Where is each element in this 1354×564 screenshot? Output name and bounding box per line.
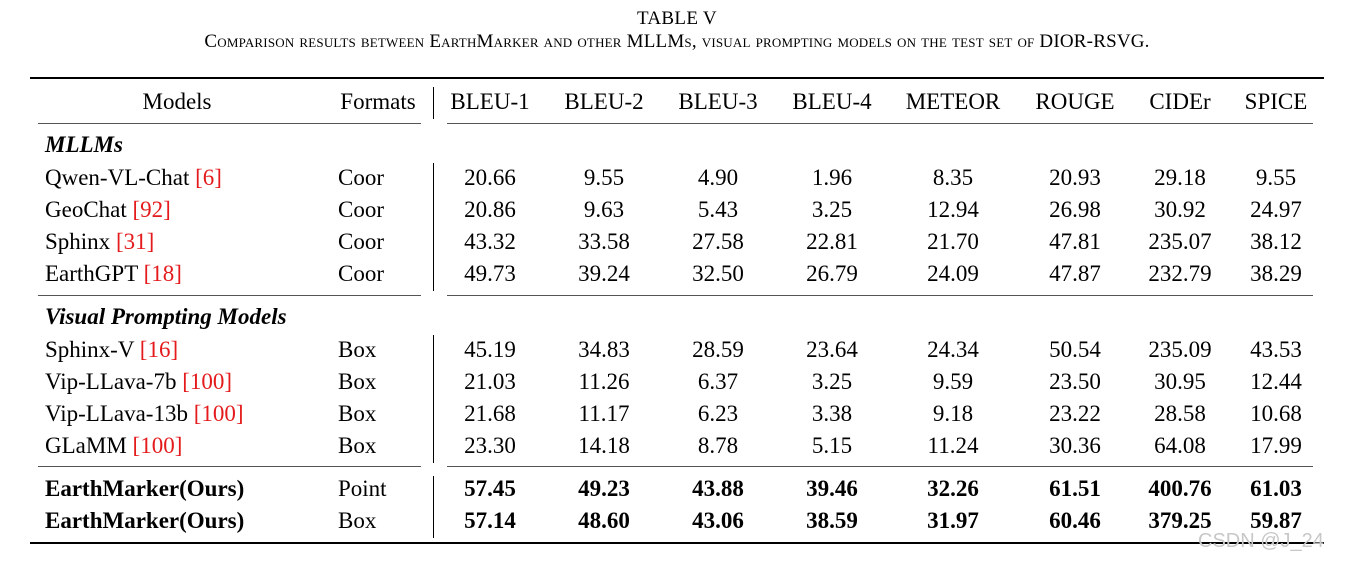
model-name: [45, 228, 154, 256]
metric-value-best: 48.60: [578, 508, 630, 533]
metric-value: 23.22: [1049, 401, 1101, 426]
metric-value-best: 59.87: [1250, 508, 1302, 533]
metric-value: 23.50: [1049, 369, 1101, 394]
format-cell: Coor: [338, 261, 384, 286]
metric-value: 11.17: [578, 401, 630, 426]
metric-value: 64.08: [1154, 433, 1206, 458]
metric-value-best: 61.03: [1250, 476, 1302, 501]
header-divider: [433, 87, 434, 119]
metric-value: 30.92: [1154, 197, 1206, 222]
metric-value: 24.09: [927, 261, 979, 286]
ours-rule-left: [38, 466, 421, 467]
section1-divider: [433, 163, 434, 291]
format-cell: Box: [338, 508, 377, 533]
metric-value: 11.24: [927, 433, 979, 458]
metric-value-best: 43.06: [692, 508, 744, 533]
citation-link[interactable]: [100]: [193, 401, 244, 426]
metric-value: 23.30: [464, 433, 516, 458]
metric-value: 12.44: [1250, 369, 1302, 394]
metric-value-best: 31.97: [927, 508, 979, 533]
model-label: Sphinx-V: [45, 337, 135, 362]
metric-value: 11.26: [578, 369, 630, 394]
metric-value: 21.68: [464, 401, 516, 426]
metric-value: 38.29: [1250, 261, 1302, 286]
format-cell: Box: [338, 433, 377, 458]
metric-value: 28.59: [692, 337, 744, 362]
metric-value: 47.87: [1049, 261, 1101, 286]
header-metric: SPICE: [1244, 89, 1308, 114]
header-metric: BLEU-1: [450, 89, 530, 114]
metric-value-best: 57.14: [464, 508, 516, 533]
metric-value: 1.96: [811, 165, 853, 190]
ours-divider: [433, 476, 434, 538]
metric-value-best: 60.46: [1049, 508, 1101, 533]
metric-value-best: 61.51: [1049, 476, 1101, 501]
model-name: [45, 164, 222, 192]
metric-value: 24.97: [1250, 197, 1302, 222]
header-metric: METEOR: [905, 89, 1001, 114]
metric-value-best: 400.76: [1148, 476, 1212, 501]
ours-model-name: EarthMarker(Ours): [45, 508, 245, 533]
bottom-rule: [30, 542, 1324, 544]
ours-model-name: EarthMarker(Ours): [45, 476, 245, 501]
watermark: CSDN @J_24: [1198, 530, 1324, 552]
format-cell: Coor: [338, 197, 384, 222]
format-cell: Box: [338, 401, 377, 426]
metric-value: 9.18: [932, 401, 974, 426]
format-cell: Coor: [338, 165, 384, 190]
citation-link[interactable]: [16]: [139, 337, 179, 362]
model-label: Sphinx: [45, 229, 111, 254]
section2-divider: [433, 335, 434, 463]
metric-value: 3.25: [811, 369, 853, 394]
metric-value: 43.32: [464, 229, 516, 254]
metric-value: 20.93: [1049, 165, 1101, 190]
model-name: [45, 336, 178, 364]
model-name: [45, 368, 232, 396]
metric-value-best: 38.59: [806, 508, 858, 533]
metric-value: 47.81: [1049, 229, 1101, 254]
metric-value: 26.79: [806, 261, 858, 286]
metric-value: 33.58: [578, 229, 630, 254]
metric-value: 30.95: [1154, 369, 1206, 394]
model-label: Qwen-VL-Chat: [45, 165, 190, 190]
metric-value-best: 57.45: [464, 476, 516, 501]
section-title: Visual Prompting Models: [45, 304, 287, 329]
metric-value: 17.99: [1250, 433, 1302, 458]
metric-value: 22.81: [806, 229, 858, 254]
header-metric: BLEU-2: [564, 89, 644, 114]
model-name: [45, 260, 182, 288]
metric-value: 235.07: [1148, 229, 1212, 254]
section-rule-right: [447, 295, 1313, 296]
section-title: MLLMs: [45, 132, 123, 157]
model-label: EarthGPT: [45, 261, 138, 286]
metric-value: 45.19: [464, 337, 516, 362]
header-metric: BLEU-4: [792, 89, 872, 114]
metric-value: 27.58: [692, 229, 744, 254]
metric-value: 10.68: [1250, 401, 1302, 426]
metric-value: 14.18: [578, 433, 630, 458]
metric-value: 50.54: [1049, 337, 1101, 362]
metric-value: 49.73: [464, 261, 516, 286]
metric-value: 30.36: [1049, 433, 1101, 458]
model-name: [45, 432, 182, 460]
metric-value: 32.50: [692, 261, 744, 286]
header-metric: CIDEr: [1149, 89, 1211, 114]
metric-value: 28.58: [1154, 401, 1206, 426]
metric-value: 24.34: [927, 337, 979, 362]
metric-value: 3.25: [811, 197, 853, 222]
header-formats: Formats: [340, 89, 416, 114]
format-cell: Coor: [338, 229, 384, 254]
metric-value-best: 43.88: [692, 476, 744, 501]
model-label: GeoChat: [45, 197, 127, 222]
format-cell: Point: [338, 476, 387, 501]
model-label: Vip-LLava-7b: [45, 369, 177, 394]
metric-value: 5.43: [697, 197, 739, 222]
format-cell: Box: [338, 337, 377, 362]
metric-value-best: 49.23: [578, 476, 630, 501]
header-models: Models: [142, 89, 212, 114]
model-name: [45, 196, 171, 224]
metric-value: 29.18: [1154, 165, 1206, 190]
metric-value: 6.23: [697, 401, 739, 426]
metric-value-best: 39.46: [806, 476, 858, 501]
metric-value: 39.24: [578, 261, 630, 286]
citation-link[interactable]: [100]: [132, 433, 183, 458]
header-rule-right: [447, 123, 1313, 124]
metric-value: 9.55: [583, 165, 625, 190]
header-metric: BLEU-3: [678, 89, 758, 114]
citation-link[interactable]: [18]: [143, 261, 182, 286]
metric-value-best: 32.26: [927, 476, 979, 501]
ours-rule-right: [447, 466, 1313, 467]
citation-link[interactable]: [100]: [182, 369, 233, 394]
metric-value: 9.63: [583, 197, 625, 222]
model-label: Vip-LLava-13b: [45, 401, 188, 426]
metric-value: 21.03: [464, 369, 516, 394]
metric-value: 20.86: [464, 197, 516, 222]
table-label: TABLE V: [637, 8, 717, 29]
metric-value: 9.59: [932, 369, 974, 394]
table-caption: Comparison results between EarthMarker and other MLLMs, visual prompting models on the test set of DIOR-RSVG.: [204, 31, 1150, 52]
metric-value: 23.64: [806, 337, 858, 362]
model-label: GLaMM: [45, 433, 127, 458]
metric-value: 38.12: [1250, 229, 1302, 254]
metric-value: 5.15: [811, 433, 853, 458]
format-cell: Box: [338, 369, 377, 394]
metric-value: 43.53: [1250, 337, 1302, 362]
section-rule-left: [38, 295, 421, 296]
metric-value: 6.37: [697, 369, 739, 394]
metric-value: 3.38: [811, 401, 853, 426]
metric-value: 8.35: [932, 165, 974, 190]
metric-value-best: 379.25: [1148, 508, 1212, 533]
metric-value: 235.09: [1148, 337, 1212, 362]
metric-value: 232.79: [1148, 261, 1212, 286]
metric-value: 8.78: [697, 433, 739, 458]
metric-value: 21.70: [927, 229, 979, 254]
header-rule-left: [38, 123, 421, 124]
top-rule: [30, 77, 1324, 79]
metric-value: 9.55: [1255, 165, 1297, 190]
citation-link[interactable]: [31]: [115, 229, 155, 254]
header-metric: ROUGE: [1035, 89, 1115, 114]
citation-link[interactable]: [6]: [195, 165, 222, 190]
metric-value: 26.98: [1049, 197, 1101, 222]
metric-value: 4.90: [697, 165, 739, 190]
citation-link[interactable]: [92]: [132, 197, 171, 222]
metric-value: 20.66: [464, 165, 516, 190]
model-name: [45, 400, 244, 428]
metric-value: 34.83: [578, 337, 630, 362]
metric-value: 12.94: [927, 197, 979, 222]
